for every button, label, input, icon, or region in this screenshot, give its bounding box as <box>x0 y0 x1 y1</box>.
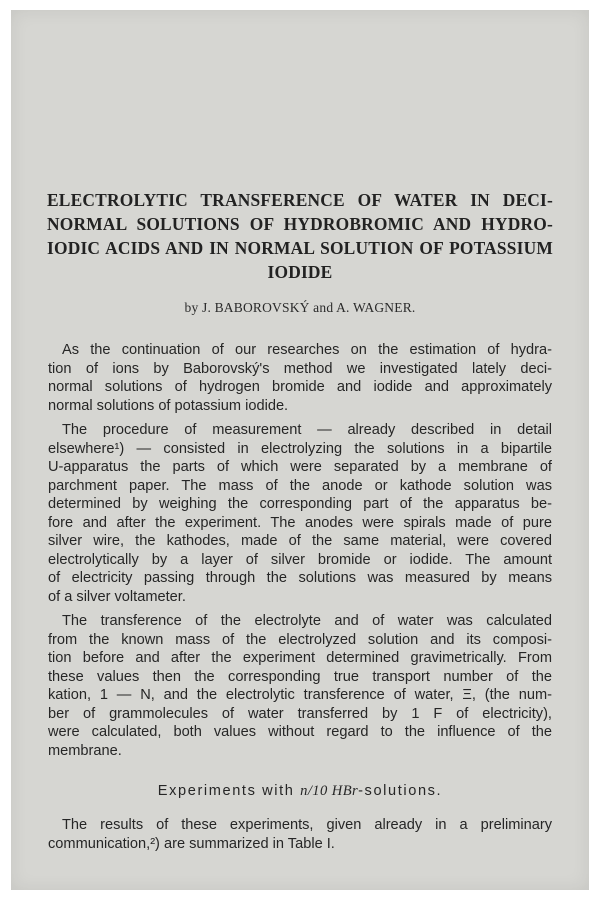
text-line: U-apparatus the parts of which were separated by a membrane of <box>48 459 552 475</box>
document-page <box>11 10 589 890</box>
text-line: silver wire, the kathodes, made of the same material, were covered <box>48 533 552 549</box>
text-line: tion of ions by Baborovský's method we investigated lately deci- <box>48 360 552 377</box>
text-line: these values then the corresponding true transport number of the <box>48 668 552 685</box>
text-line: determined by weighing the corresponding part of the apparatus be- <box>48 496 552 512</box>
text-line: kation, 1 — N, and the electrolytic transference of water, Ξ, (the num- <box>48 687 552 703</box>
text-line: ber of grammolecules of water transferred by 1 F of electricity), <box>48 705 552 722</box>
text-line: fore and after the experiment. The anodes were spirals made of pure <box>48 514 552 531</box>
text-line: The transference of the electrolyte and of water was calculated <box>62 613 552 629</box>
text-line: elsewhere¹) — consisted in electrolyzing the solutions in a bipartile <box>48 440 552 457</box>
final-paragraph <box>48 816 552 854</box>
section-heading <box>11 783 589 800</box>
text-line: normal solutions of hydrogen bromide and iodide and approximately <box>48 379 552 395</box>
author-byline: by J. BABOROVSKÝ and A. WAGNER. <box>184 300 416 315</box>
paragraph <box>48 612 552 760</box>
text-line: from the known mass of the electrolyzed solution and its composi- <box>48 631 552 648</box>
title-line: ELECTROLYTIC TRANSFERENCE OF WATER IN DECI- <box>47 190 553 210</box>
text-line: normal solutions of potassium iodide. <box>48 397 289 414</box>
section-heading-prefix: Experiments with <box>157 783 301 799</box>
title-line: NORMAL SOLUTIONS OF HYDROBROMIC AND HYDRO- <box>47 214 553 234</box>
body-text <box>48 341 552 766</box>
text-line: The procedure of measurement — already described in detail <box>62 422 552 438</box>
text-line: The results of these experiments, given already in a preliminary <box>62 817 552 833</box>
paragraph <box>48 421 552 606</box>
text-line: of a silver voltameter. <box>48 588 186 605</box>
section-heading-suffix: -solutions. <box>358 783 443 799</box>
paragraph <box>48 341 552 415</box>
title-line: IODIC ACIDS AND IN NORMAL SOLUTION OF POTASSIUM <box>47 238 553 258</box>
text-line: communication,²) are summarized in Table I. <box>48 836 335 852</box>
text-line: As the continuation of our researches on the estimation of hydra- <box>62 342 552 358</box>
text-line: electrolytically by a layer of silver bromide or iodide. The amount <box>48 551 552 568</box>
text-line: membrane. <box>48 742 122 759</box>
paper-title <box>47 188 553 284</box>
text-line: parchment paper. The mass of the anode or kathode solution was <box>48 477 552 494</box>
text-line: of electricity passing through the solutions was measured by means <box>48 570 552 586</box>
text-line: were calculated, both values without regard to the influence of the <box>48 724 552 740</box>
text-line: tion before and after the experiment determined gravimetrically. From <box>48 650 552 666</box>
section-heading-formula: n/10 HBr <box>300 783 359 799</box>
title-line: IODIDE <box>267 262 333 282</box>
